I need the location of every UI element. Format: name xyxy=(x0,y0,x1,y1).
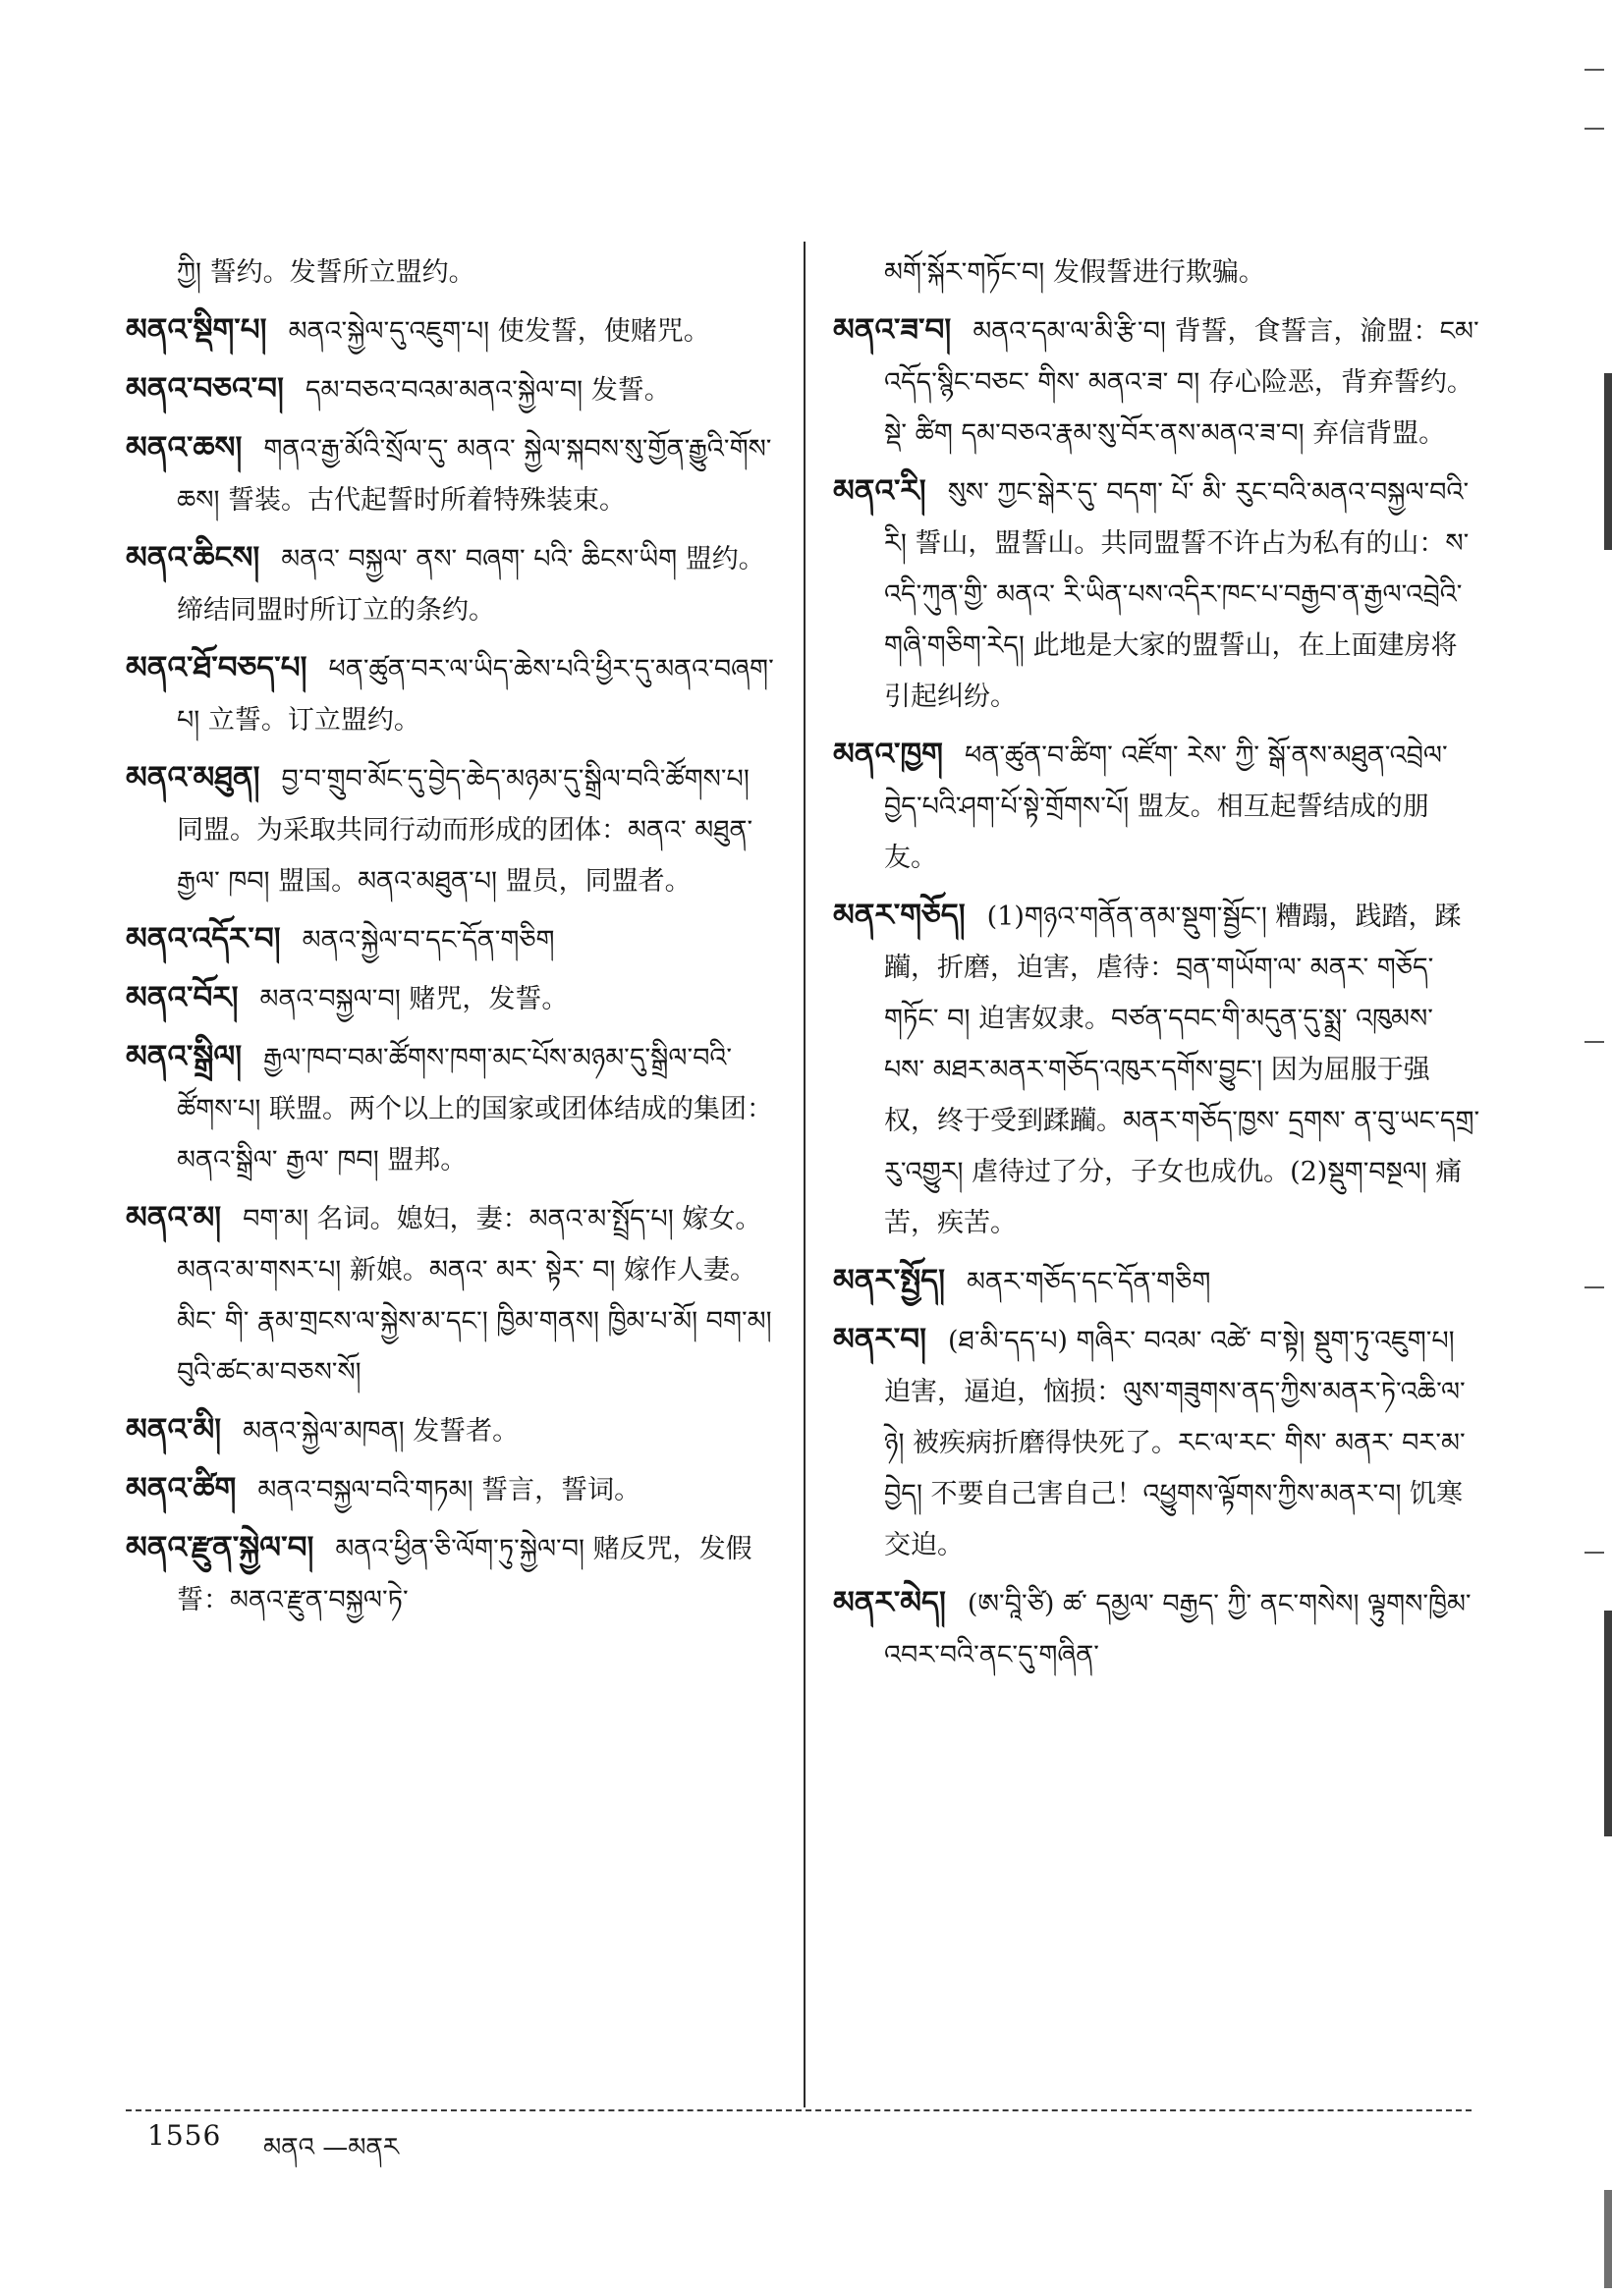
page-number: 1556 xyxy=(147,2119,222,2152)
scan-edge-dash xyxy=(1584,128,1604,130)
entry-definition: ཕན་ཚུན་བར་ལ་ཡིད་ཆེས་པའི་ཕྱིར་དུ་མནའ་བཞག་པ། 立誓。订立盟约。 xyxy=(177,654,774,736)
entry-definition: བག་མ། 名词。媳妇，妻：མནའ་མ་སྤྲོད་པ། 嫁女。མནའ་མ་གསར་པ། 新娘。མནའ་ མར་ སྟེར་ བ། 嫁作人妻。མིང་ གི་ རྣམ་གྲངས་ལ་སྐྱེས་མ་དང་། ཁྱིམ་གནས། ཁྱིམ་པ་མོ། བག་མ། བུའི་ཚང་མ་བཅས་སོ། xyxy=(177,1204,772,1388)
scan-edge-dash xyxy=(1584,1286,1604,1288)
entry-definition: ཕན་ཚུན་བ་ཚིག་ འཛོག་ རེས་ ཀྱི་ སྒོ་ནས་མཐུན་འབྲེལ་བྱེད་པའི་ཤག་པོ་སྟེ་གྲོགས་པོ། 盟友。相互起誓结成的朋友。 xyxy=(884,740,1448,873)
dictionary-entry xyxy=(126,247,782,299)
entry-definition: མནའ་ཕྱིན་ཅི་ལོག་ཏུ་སྐྱེལ་བ། 赌反咒，发假誓：མནའ་རྫུན་བསྐྱལ་ཏེ་ xyxy=(177,1534,752,1615)
running-head: མནའ —མནར xyxy=(263,2133,400,2162)
dictionary-entry xyxy=(126,1463,782,1516)
entry-definition: (1)གཉའ་གནོན་ནམ་སྡུག་སྦྱོང་། 糟蹋，践踏，蹂躏，折磨，迫害，虐待：བྲན་གཡོག་ལ་ མནར་ གཅོད་ གཏོང་ བ། 迫害奴隶。བཙན་དབང་གི་མདུན་དུ་སྨྲ་ འཁུམས་ པས་ མཐར་མནར་གཅོད་འཁུར་དགོས་བྱུང་། 因为屈服于强权，终于受到蹂躏。མནར་གཅོད་ཁྱས་ དྲགས་ ན་བུ་ཡང་དགྲ་རུ་འགྱུར། 虐待过了分，子女也成仇。(2)སྡུག་བསྔལ། 痛苦，疾苦。 xyxy=(884,902,1480,1238)
entry-headword: མནའ་སྡིག་པ། xyxy=(126,312,267,348)
dictionary-entry xyxy=(126,1522,782,1626)
entry-headword: མནར་མེད། xyxy=(833,1585,946,1620)
entry-definition: སུས་ ཀྱང་སྒེར་དུ་ བདག་ པོ་ མི་ རུང་བའི་མནའ་བསྐྱལ་བའི་རི། 誓山，盟誓山。共同盟誓不许占为私有的山：ས་འདི་ཀུན་གྱི་ མནའ་ རི་ཡིན་པས་འདིར་ཁང་པ་བརྒྱབ་ན་རྒྱལ་འབྲེའི་གཞི་གཅིག་རེད། 此地是大家的盟誓山，在上面建房将引起纠纷。 xyxy=(884,477,1470,712)
dictionary-entry xyxy=(126,1031,782,1186)
entry-definition: རྒྱལ་ཁབ་བམ་ཚོགས་ཁག་མང་པོས་མཉམ་དུ་སྒྲིལ་བའི་ཚོགས་པ། 联盟。两个以上的国家或团体结成的集团：མནའ་སྒྲིལ་ རྒྱལ་ ཁབ། 盟邦。 xyxy=(177,1043,774,1175)
entry-headword: མནའ་བཅའ་བ། xyxy=(126,371,284,407)
dictionary-entry xyxy=(126,642,782,746)
dictionary-entry xyxy=(833,890,1481,1249)
dictionary-entry xyxy=(126,1192,782,1398)
dictionary-entry xyxy=(833,1255,1481,1308)
entry-definition: མནར་གཅོད་དང་དོན་གཅིག xyxy=(967,1267,1211,1297)
dictionary-entry xyxy=(833,247,1481,299)
dictionary-entry xyxy=(126,532,782,636)
entry-headword: མནའ་ཆས། xyxy=(126,430,243,465)
dictionary-entry xyxy=(126,752,782,907)
entry-definition: (ཐ་མི་དད་པ) གཞིར་ བའམ་ འཚེ་ བ་སྟེ། སྡུག་ཏུ་འཇུག་པ། 迫害，逼迫，恼损：ལུས་གཟུགས་ནད་ཀྱིས་མནར་ཏེ་འཆི་ལ་ཉེ། 被疾病折磨得快死了。རང་ལ་རང་ གིས་ མནར་ བར་མ་བྱེད། 不要自己害自己！འཕྱུགས་ལྟོགས་ཀྱིས་མནར་བ། 饥寒交迫。 xyxy=(884,1326,1466,1560)
dictionary-entry xyxy=(833,1577,1481,1681)
entry-definition: མནའ་ བསྐྱལ་ ནས་ བཞག་ པའི་ ཆིངས་ཡིག 盟约。缔结同盟时所订立的条约。 xyxy=(177,544,765,626)
entry-definition: གནའ་རྒྱ་མོའི་སྲོལ་དུ་ མནའ་ སྐྱེལ་སྐབས་སུ་གྱོན་རྒྱུའི་གོས་ཆས། 誓装。古代起誓时所着特殊装束。 xyxy=(177,434,772,516)
scan-edge-mark xyxy=(1604,2190,1612,2288)
entry-headword: མནར་སྤྱོད། xyxy=(833,1263,946,1298)
entry-definition: (ཨ་བཱི་ཙི) ཚ་ དམྱལ་ བརྒྱད་ ཀྱི་ ནང་གསེས། ལྟུགས་ཁྱིམ་འབར་བའི་ནང་དུ་གཞིན་ xyxy=(884,1589,1472,1670)
scan-edge-mark xyxy=(1604,373,1612,550)
entry-headword: མནར་གཅོད། xyxy=(833,898,966,933)
dictionary-entry xyxy=(126,972,782,1025)
entry-headword: མནའ་མི། xyxy=(126,1412,222,1448)
entry-definition: མགོ་སྐོར་གཏོང་བ། 发假誓进行欺骗。 xyxy=(884,257,1265,288)
dictionary-entry xyxy=(126,363,782,416)
entry-headword: མནའ་མ། xyxy=(126,1200,222,1235)
entry-headword: མནའ་ཟ་བ། xyxy=(833,312,952,348)
entry-headword: མནའ་སྒྲིལ། xyxy=(126,1039,243,1074)
dictionary-entry xyxy=(126,913,782,966)
entry-headword: མནའ་ཚིག xyxy=(126,1471,237,1506)
dictionary-entry xyxy=(833,729,1481,884)
entry-headword: མནའ་མཐུན། xyxy=(126,760,260,795)
scan-edge-dash xyxy=(1584,1041,1604,1043)
dictionary-entry xyxy=(833,304,1481,460)
dictionary-entry xyxy=(126,304,782,357)
entry-headword: མནར་བ། xyxy=(833,1322,927,1357)
entry-definition: ཀྱི། 誓约。发誓所立盟约。 xyxy=(177,257,475,288)
dictionary-entry xyxy=(126,1404,782,1457)
footer-rule xyxy=(126,2109,1472,2111)
entry-headword: མནའ་ཐོ་བཅད་པ། xyxy=(126,650,307,685)
dictionary-entry xyxy=(833,465,1481,723)
entry-definition: མནའ་སྐྱེལ་མཁན། 发誓者。 xyxy=(243,1416,520,1447)
dictionary-entry xyxy=(833,1314,1481,1571)
scan-edge-mark xyxy=(1604,1611,1612,1836)
dictionary-entry xyxy=(126,422,782,526)
entry-headword: མནའ་རི། xyxy=(833,473,926,509)
entry-headword: མནའ་ཁྱག xyxy=(833,737,944,772)
entry-definition: མནའ་བསྐྱལ་བ། 赌咒，发誓。 xyxy=(259,984,569,1014)
entry-definition: དམ་བཅའ་བའམ་མནའ་སྐྱེལ་བ། 发誓。 xyxy=(305,375,671,406)
scan-edge-dash xyxy=(1584,69,1604,71)
entry-definition: མནའ་སྐྱེལ་དུ་འཇུག་པ། 使发誓，使赌咒。 xyxy=(288,316,710,347)
entry-headword: མནའ་ཆིངས། xyxy=(126,540,260,575)
entry-definition: བྱ་བ་གྲུབ་མོང་དུ་བྱེད་ཆེད་མཉམ་དུ་སྒྲིལ་བའི་ཚོགས་པ། 同盟。为采取共同行动而形成的团体：མནའ་ མཐུན་ རྒྱལ་ ཁབ། 盟国。མནའ་མཐུན་པ། 盟员，同盟者。 xyxy=(177,764,753,897)
left-column xyxy=(126,247,782,1632)
entry-headword: མནའ་བོར། xyxy=(126,980,239,1015)
entry-headword: མནའ་རྫུན་སྐྱེལ་བ། xyxy=(126,1530,314,1565)
scan-edge-dash xyxy=(1584,1552,1604,1554)
entry-headword: མནའ་འདོར་བ། xyxy=(126,921,281,957)
right-column xyxy=(833,247,1481,1687)
entry-definition: མནའ་སྐྱེལ་བ་དང་དོན་གཅིག xyxy=(302,925,555,956)
entry-definition: མནའ་བསྐྱལ་བའི་གཏམ། 誓言，誓词。 xyxy=(257,1475,641,1505)
entry-definition: མནའ་དམ་ལ་མི་རྩི་བ། 背誓，食誓言，渝盟：ངམ་འདོད་སྙིང་བཅང་ གིས་ མནའ་ཟ་ བ། 存心险恶，背弃誓约。སྡེ་ ཚིག དམ་བཅའ་རྣམ་སུ་བོར་ནས་མནའ་ཟ་བ། 弃信背盟。 xyxy=(884,316,1479,449)
column-divider xyxy=(804,242,806,2107)
